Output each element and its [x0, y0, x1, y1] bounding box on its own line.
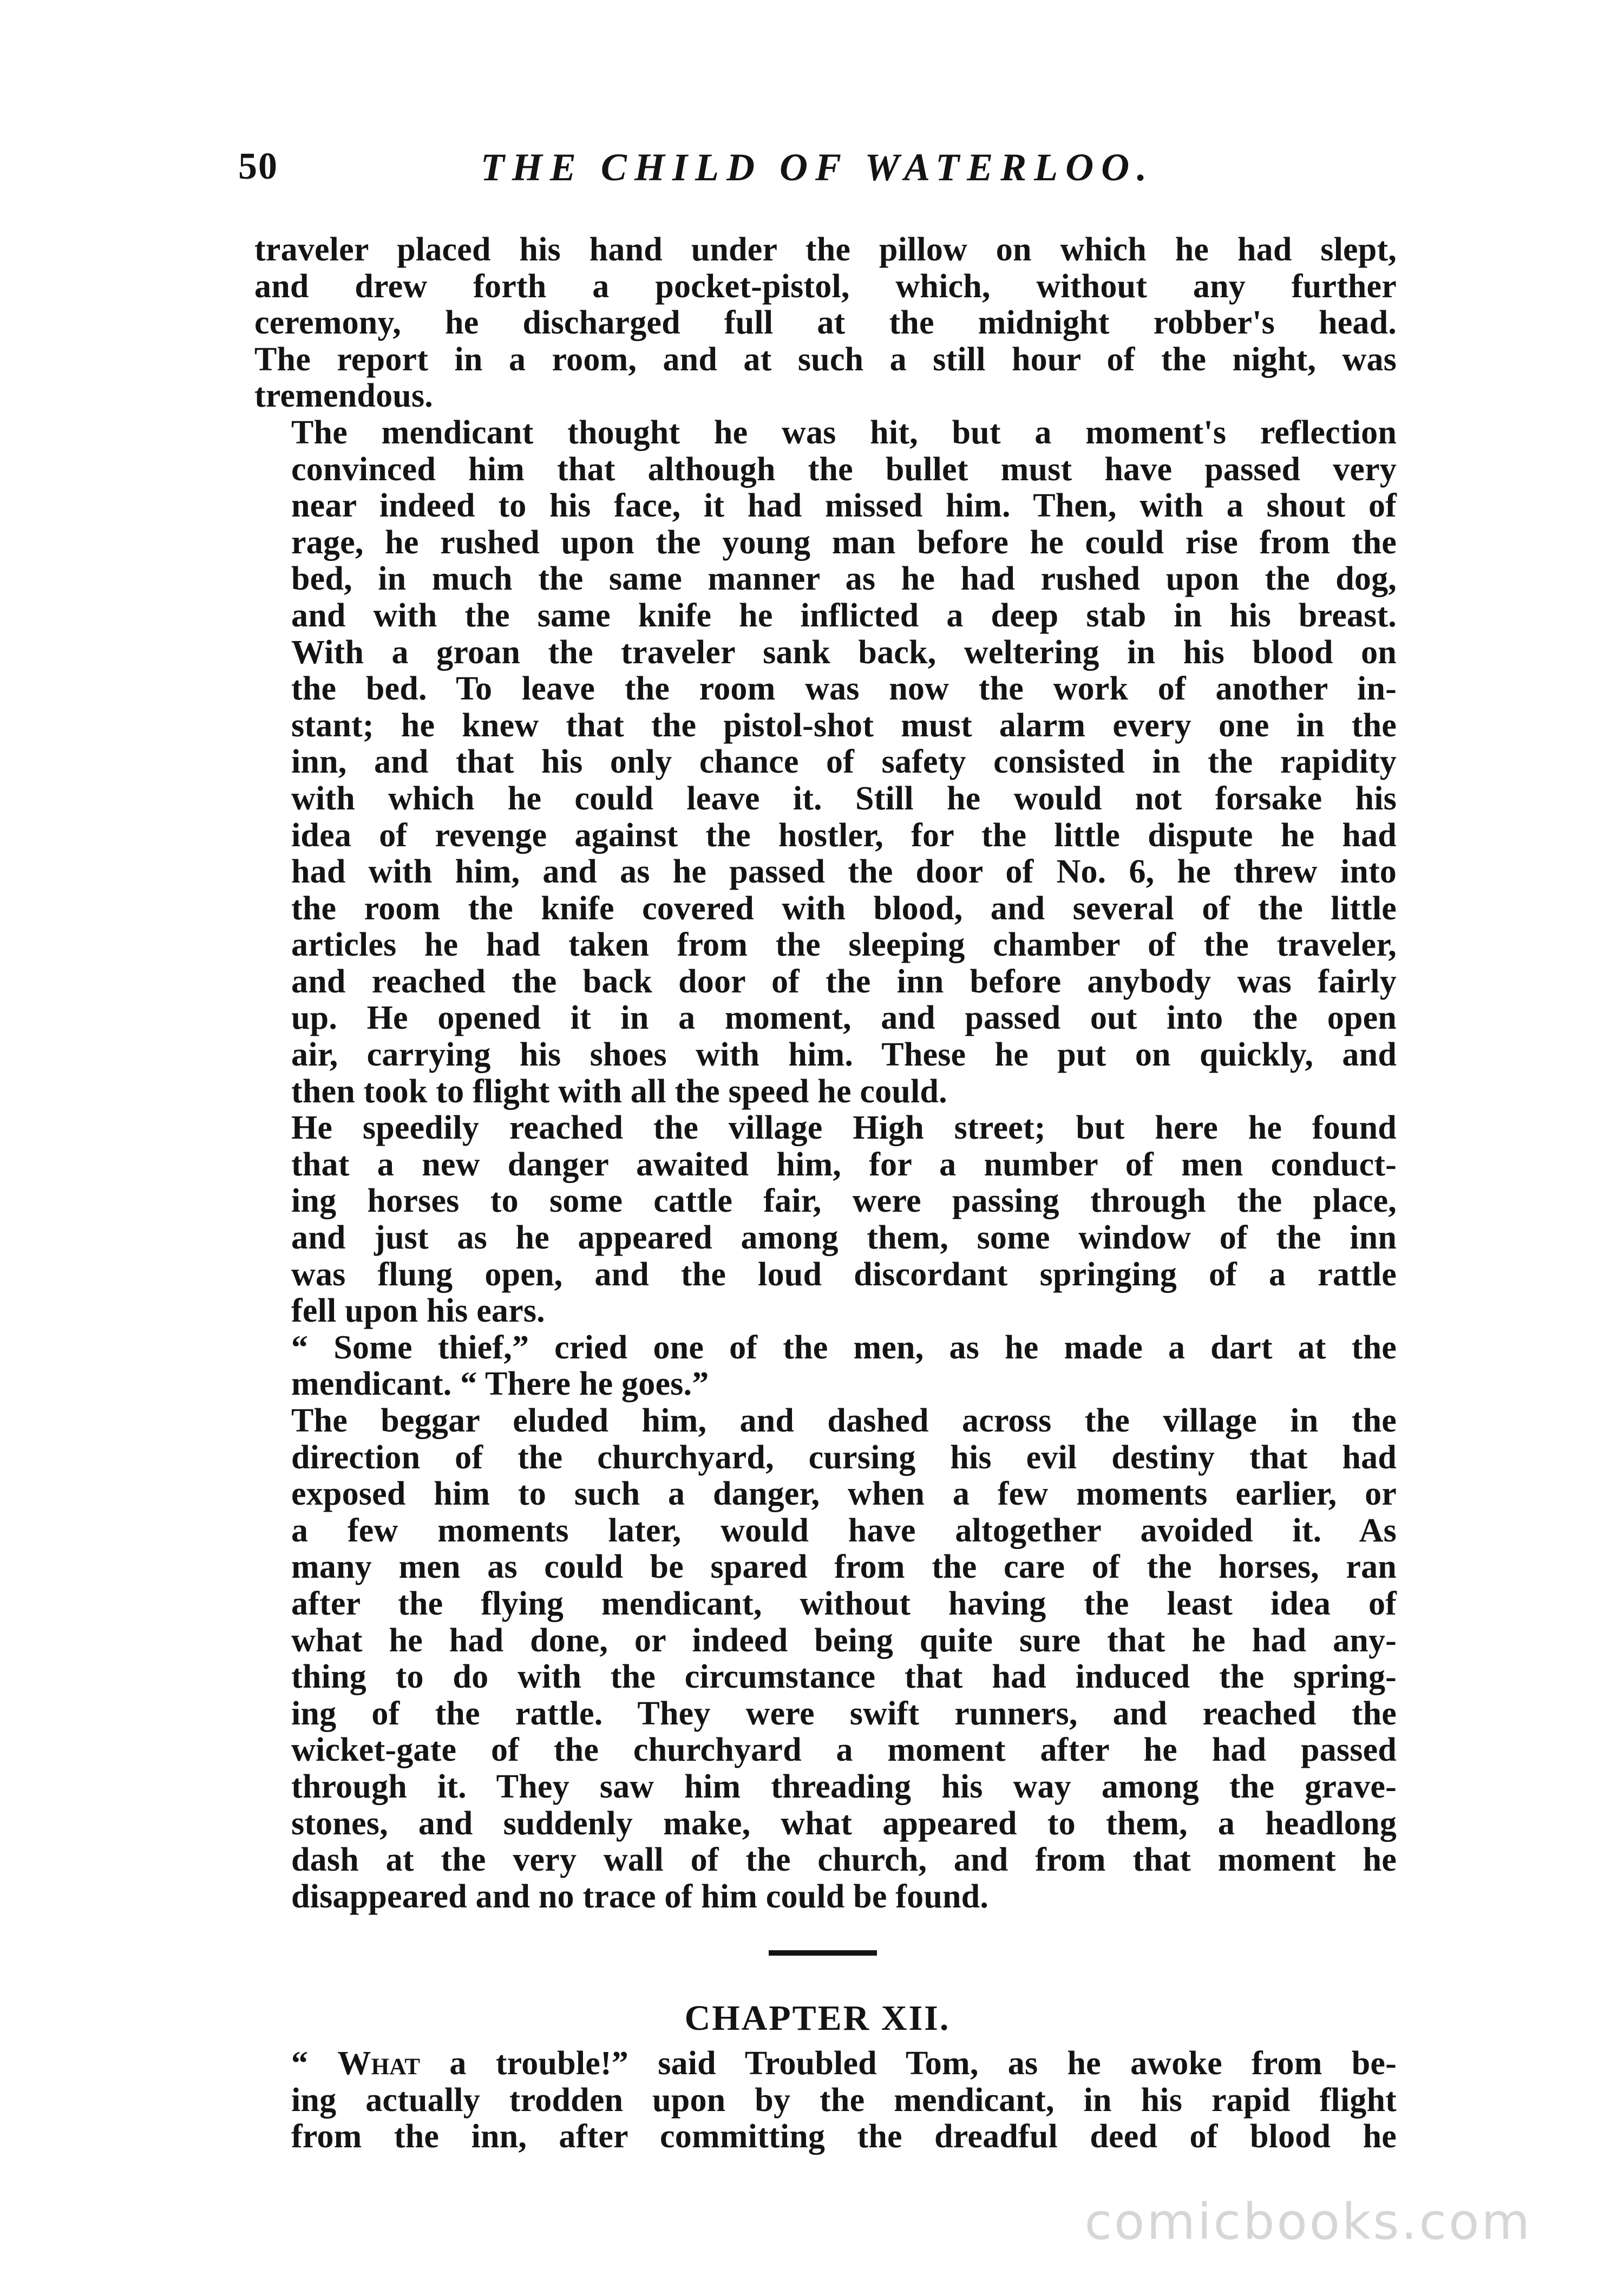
text-line: ing actually trodden upon by the mendicant, in his rapid flight: [291, 2081, 1397, 2119]
text-line: idea of revenge against the hostler, for the little dispute he had: [291, 816, 1397, 854]
text-line: many men as could be spared from the care of the horses, ran: [291, 1548, 1397, 1586]
text-line: fell upon his ears.: [291, 1292, 545, 1330]
text-line: the room the knife covered with blood, and several of the little: [291, 890, 1397, 927]
text-line: after the flying mendicant, without having the least idea of: [291, 1585, 1397, 1622]
text-line: bed, in much the same manner as he had rushed upon the dog,: [291, 560, 1397, 598]
text-line: articles he had taken from the sleeping chamber of the traveler,: [291, 926, 1397, 964]
text-line: disappeared and no trace of him could be found.: [291, 1878, 989, 1915]
text-line: The beggar eluded him, and dashed across the village in the: [291, 1402, 1397, 1439]
text-line: air, carrying his shoes with him. These he put on quickly, and: [291, 1036, 1397, 1074]
text-line: up. He opened it in a moment, and passed out into the open: [291, 999, 1397, 1037]
text-line: had with him, and as he passed the door of No. 6, he threw into: [291, 853, 1397, 891]
text-line: traveler placed his hand under the pillow on which he had slept,: [254, 231, 1397, 268]
watermark: comicbooks.com: [1084, 2193, 1532, 2251]
text-line: wicket-gate of the churchyard a moment after he had passed: [291, 1731, 1397, 1769]
running-head: [238, 145, 1397, 205]
paragraph: [254, 1330, 1397, 1403]
paragraph: [254, 2046, 1397, 2155]
chapter-heading: CHAPTER XII.: [684, 1998, 951, 2038]
text-line: and reached the back door of the inn before anybody was fairly: [291, 963, 1397, 1000]
text-line: stant; he knew that the pistol-shot must alarm every one in the: [291, 707, 1397, 744]
paragraph: [254, 232, 1397, 415]
page-number: 50: [238, 146, 278, 187]
text-line: thing to do with the circumstance that had induced the spring-: [291, 1658, 1397, 1696]
text-line: mendicant. “ There he goes.”: [291, 1365, 709, 1403]
text-line: dash at the very wall of the church, and from that moment he: [291, 1841, 1397, 1879]
text-line: ceremony, he discharged full at the midnight robber's head.: [254, 304, 1397, 342]
text-line: The report in a room, and at such a still hour of the night, was: [254, 341, 1397, 378]
text-line: and with the same knife he inflicted a deep stab in his breast.: [291, 597, 1397, 634]
chapter-divider-rule: [769, 1950, 877, 1956]
chapter-opening-text: [254, 2046, 1397, 2155]
text-line: [254, 2046, 1397, 2082]
text-line: through it. They saw him threading his way among the grave-: [291, 1768, 1397, 1805]
text-line-rest: a trouble!” said Troubled Tom, as he awoke from be-: [420, 2045, 1397, 2082]
text-line: and drew forth a pocket-pistol, which, without any further: [254, 267, 1397, 305]
opening-word: What: [337, 2045, 421, 2082]
text-line: rage, he rushed upon the young man before he could rise from the: [291, 524, 1397, 561]
text-line: from the inn, after committing the dreadful deed of blood he: [291, 2118, 1397, 2155]
book-title: THE CHILD OF WATERLOO.: [480, 146, 1155, 189]
paragraph: [254, 1403, 1397, 1915]
text-line: and just as he appeared among them, some window of the inn: [291, 1219, 1397, 1257]
text-line: a few moments later, would have altogether avoided it. As: [291, 1512, 1397, 1549]
text-line: stones, and suddenly make, what appeared to them, a headlong: [291, 1805, 1397, 1842]
text-line: ing of the rattle. They were swift runners, and reached the: [291, 1695, 1397, 1732]
text-line: inn, and that his only chance of safety consisted in the rapidity: [291, 743, 1397, 781]
text-line: then took to flight with all the speed he could.: [291, 1073, 947, 1110]
text-line: exposed him to such a danger, when a few moments earlier, or: [291, 1475, 1397, 1513]
text-line: direction of the churchyard, cursing his evil destiny that had: [291, 1439, 1397, 1476]
paragraph: [254, 415, 1397, 1110]
text-line: the bed. To leave the room was now the work of another in-: [291, 670, 1397, 708]
text-line: ing horses to some cattle fair, were passing through the place,: [291, 1182, 1397, 1220]
text-line: what he had done, or indeed being quite sure that he had any-: [291, 1622, 1397, 1659]
text-line: convinced him that although the bullet must have passed very: [291, 450, 1397, 488]
text-line: With a groan the traveler sank back, weltering in his blood on: [291, 633, 1397, 671]
text-line: He speedily reached the village High street; but here he found: [291, 1109, 1397, 1147]
text-line: with which he could leave it. Still he would not forsake his: [291, 780, 1397, 817]
opening-quote: “: [291, 2045, 338, 2082]
text-line: tremendous.: [254, 377, 434, 415]
chapter-body-text: [254, 232, 1397, 1915]
text-line: that a new danger awaited him, for a number of men conduct-: [291, 1146, 1397, 1183]
text-line: near indeed to his face, it had missed him. Then, with a shout of: [291, 487, 1397, 525]
text-line: “ Some thief,” cried one of the men, as he made a dart at the: [291, 1329, 1397, 1366]
text-line: The mendicant thought he was hit, but a moment's reflection: [291, 414, 1397, 451]
text-line: was flung open, and the loud discordant springing of a rattle: [291, 1256, 1397, 1293]
paragraph: [254, 1110, 1397, 1330]
